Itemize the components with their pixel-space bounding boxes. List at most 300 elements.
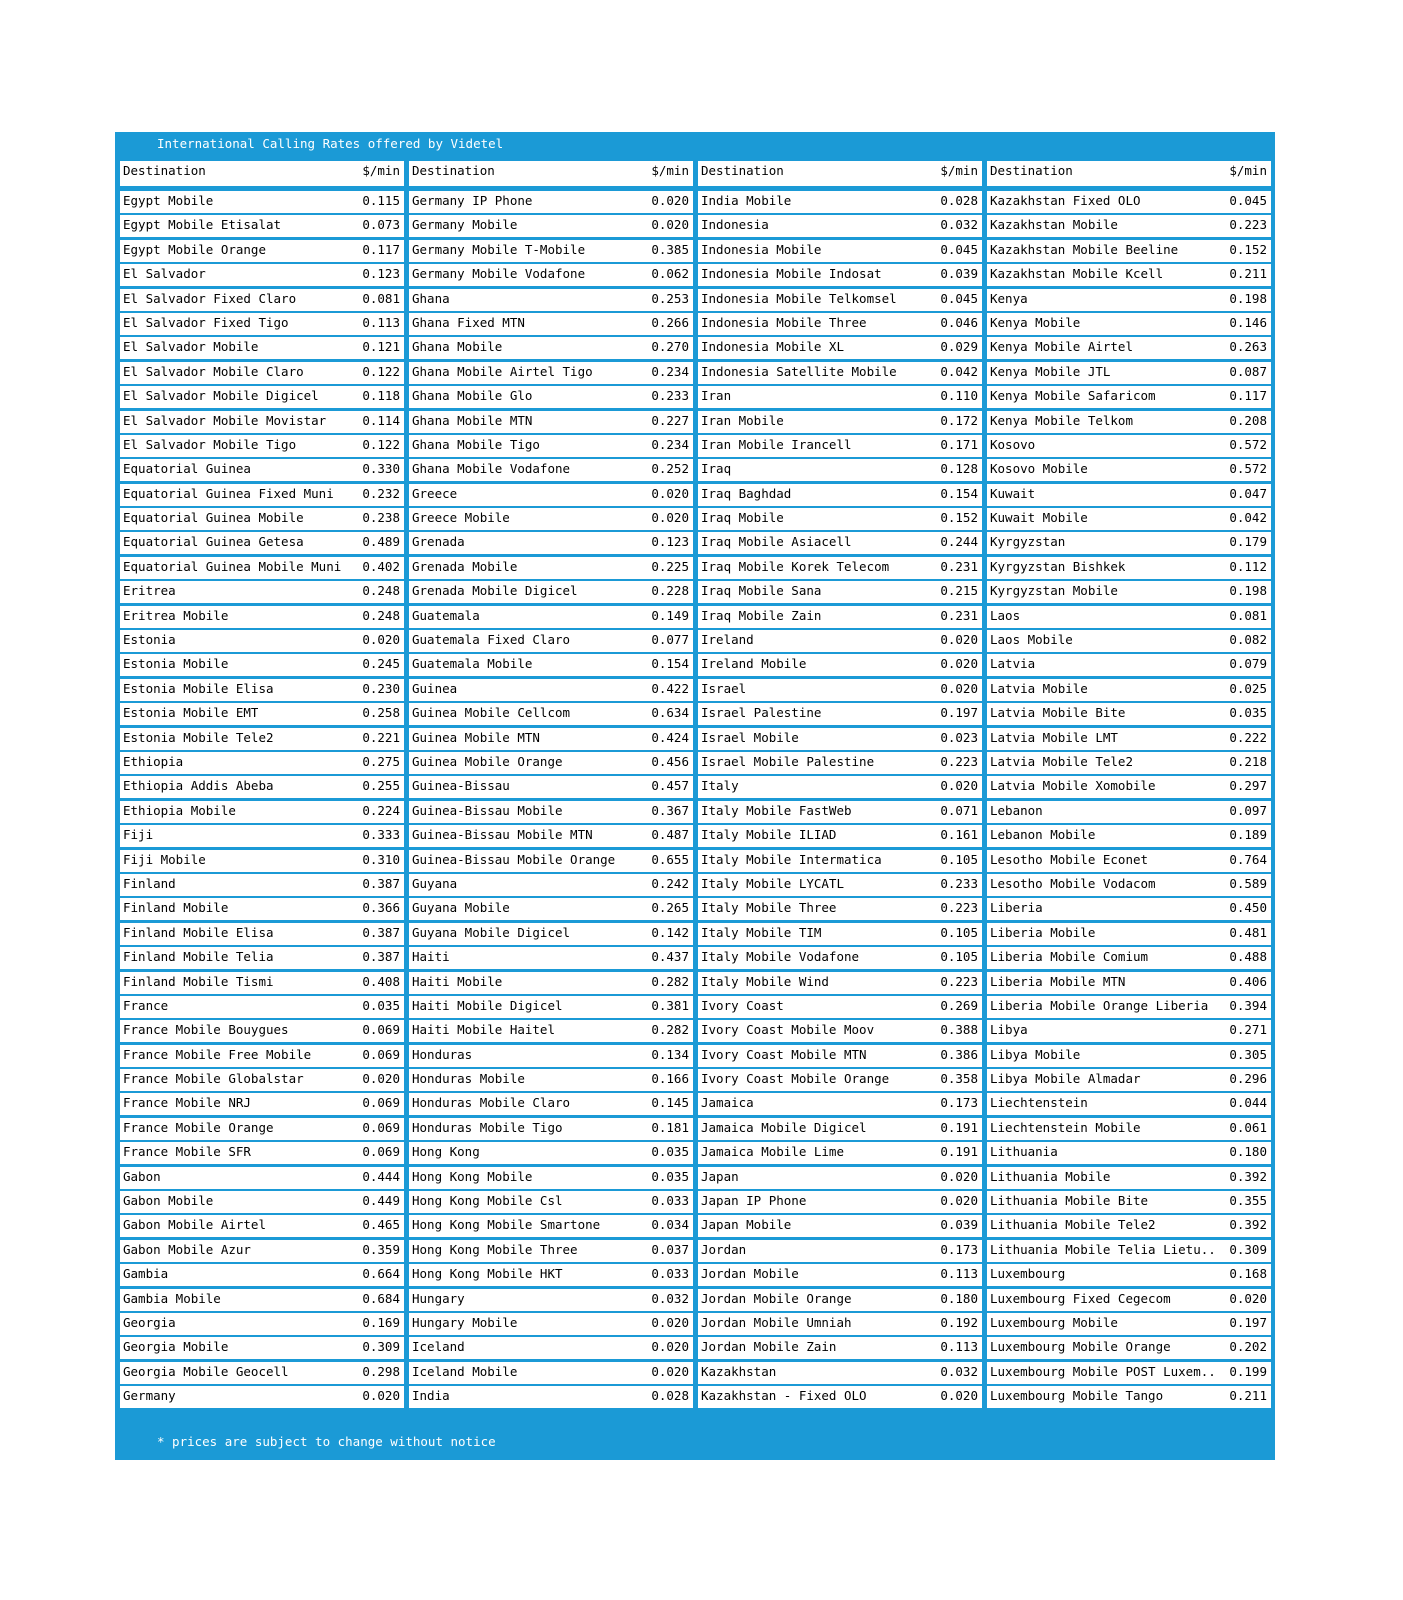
rate-cell: 0.481 bbox=[1229, 924, 1267, 940]
destination-cell: Ivory Coast Mobile Orange bbox=[701, 1071, 890, 1087]
table-row bbox=[409, 1240, 693, 1262]
destination-cell: Kazakhstan bbox=[701, 1363, 777, 1379]
rate-cell: 0.298 bbox=[362, 1363, 400, 1379]
rate-cell: 0.069 bbox=[362, 1095, 400, 1111]
rate-cell: 0.387 bbox=[362, 949, 400, 965]
destination-cell: Jamaica Mobile Lime bbox=[701, 1144, 844, 1160]
table-row bbox=[120, 630, 404, 652]
rate-cell: 0.032 bbox=[940, 1363, 978, 1379]
rate-cell: 0.394 bbox=[1229, 997, 1267, 1013]
destination-cell: Equatorial Guinea Mobile bbox=[123, 510, 304, 526]
rate-cell: 0.255 bbox=[362, 778, 400, 794]
destination-cell: Equatorial Guinea Fixed Muni bbox=[123, 485, 334, 501]
destination-cell: Grenada bbox=[412, 534, 465, 550]
destination-cell: Kenya Mobile Airtel bbox=[990, 339, 1133, 355]
rate-cell: 0.118 bbox=[362, 388, 400, 404]
table-row bbox=[409, 1191, 693, 1213]
table-row bbox=[409, 240, 693, 262]
rate-cell: 0.113 bbox=[940, 1339, 978, 1355]
table-row bbox=[698, 606, 982, 628]
destination-cell: Egypt Mobile bbox=[123, 193, 214, 208]
rate-cell: 0.244 bbox=[940, 534, 978, 550]
table-row bbox=[987, 630, 1271, 652]
rate-cell: 0.192 bbox=[940, 1314, 978, 1330]
destination-cell: Luxembourg Mobile Orange bbox=[990, 1339, 1171, 1355]
rate-cell: 0.114 bbox=[362, 412, 400, 428]
rate-cell: 0.117 bbox=[1229, 388, 1267, 404]
destination-cell: Iceland Mobile bbox=[412, 1363, 518, 1379]
table-row bbox=[120, 264, 404, 286]
rate-cell: 0.392 bbox=[1229, 1168, 1267, 1184]
table-row bbox=[409, 1142, 693, 1164]
footer-note-2: ** all rates are subject to 20% services fee bbox=[157, 1485, 489, 1500]
header-rate: $/min bbox=[940, 163, 978, 178]
table-row bbox=[120, 337, 404, 359]
destination-cell: Japan IP Phone bbox=[701, 1193, 807, 1209]
rate-cell: 0.367 bbox=[651, 802, 689, 818]
rate-cell: 0.245 bbox=[362, 656, 400, 672]
table-row bbox=[120, 386, 404, 408]
destination-cell: Guyana Mobile bbox=[412, 900, 510, 916]
destination-cell: Ghana Mobile Vodafone bbox=[412, 461, 571, 477]
rate-cell: 0.181 bbox=[651, 1119, 689, 1135]
table-row bbox=[120, 728, 404, 750]
rate-cell: 0.042 bbox=[940, 363, 978, 379]
rate-cell: 0.122 bbox=[362, 363, 400, 379]
rate-cell: 0.028 bbox=[940, 193, 978, 208]
rate-cell: 0.105 bbox=[940, 924, 978, 940]
destination-cell: Germany Mobile T-Mobile bbox=[412, 241, 586, 257]
destination-cell: Lithuania Mobile Bite bbox=[990, 1193, 1149, 1209]
rate-cell: 0.035 bbox=[1229, 705, 1267, 721]
rate-cell: 0.020 bbox=[362, 632, 400, 648]
table-row bbox=[120, 508, 404, 530]
destination-cell: Indonesia Mobile Indosat bbox=[701, 266, 882, 282]
table-row bbox=[987, 1045, 1271, 1067]
rate-cell: 0.489 bbox=[362, 534, 400, 550]
table-row bbox=[120, 996, 404, 1018]
rate-cell: 0.081 bbox=[1229, 607, 1267, 623]
table-row bbox=[409, 459, 693, 481]
table-row bbox=[409, 776, 693, 798]
destination-cell: Ethiopia bbox=[123, 753, 184, 769]
header-destination: Destination bbox=[412, 163, 495, 178]
table-row bbox=[698, 1118, 982, 1140]
destination-cell: Germany Mobile Vodafone bbox=[412, 266, 586, 282]
table-row bbox=[120, 581, 404, 603]
rate-cell: 0.115 bbox=[362, 193, 400, 208]
rate-cell: 0.033 bbox=[651, 1266, 689, 1282]
destination-cell: France Mobile Free Mobile bbox=[123, 1046, 312, 1062]
table-row bbox=[698, 1093, 982, 1115]
destination-cell: Kazakhstan Mobile Beeline bbox=[990, 241, 1179, 257]
destination-cell: Luxembourg Fixed Cegecom bbox=[990, 1290, 1171, 1306]
table-row bbox=[120, 1045, 404, 1067]
rate-cell: 0.180 bbox=[940, 1290, 978, 1306]
destination-cell: Egypt Mobile Orange bbox=[123, 241, 266, 257]
rate-cell: 0.172 bbox=[940, 412, 978, 428]
table-row bbox=[698, 435, 982, 457]
table-row bbox=[987, 1167, 1271, 1189]
destination-cell: Kyrgyzstan Bishkek bbox=[990, 558, 1126, 574]
rate-cell: 0.233 bbox=[651, 388, 689, 404]
table-row bbox=[120, 776, 404, 798]
table-row bbox=[698, 1337, 982, 1359]
table-row bbox=[698, 1045, 982, 1067]
rate-cell: 0.105 bbox=[940, 851, 978, 867]
table-row bbox=[409, 606, 693, 628]
table-row bbox=[120, 972, 404, 994]
rate-cell: 0.028 bbox=[651, 1388, 689, 1404]
destination-cell: Liechtenstein Mobile bbox=[990, 1119, 1141, 1135]
destination-cell: Kyrgyzstan bbox=[990, 534, 1066, 550]
destination-cell: France Mobile SFR bbox=[123, 1144, 251, 1160]
rate-cell: 0.087 bbox=[1229, 363, 1267, 379]
rate-cell: 0.154 bbox=[940, 485, 978, 501]
rate-cell: 0.020 bbox=[651, 510, 689, 526]
destination-cell: Guinea Mobile Cellcom bbox=[412, 705, 571, 721]
destination-cell: Gambia Mobile bbox=[123, 1290, 221, 1306]
destination-cell: Kazakhstan - Fixed OLO bbox=[701, 1388, 867, 1404]
rate-cell: 0.134 bbox=[651, 1046, 689, 1062]
rate-cell: 0.199 bbox=[1229, 1363, 1267, 1379]
destination-cell: Haiti Mobile Digicel bbox=[412, 997, 563, 1013]
table-row bbox=[698, 191, 982, 213]
table-row bbox=[698, 850, 982, 872]
destination-cell: Iraq Mobile Asiacell bbox=[701, 534, 852, 550]
table-row bbox=[698, 776, 982, 798]
rate-cell: 0.179 bbox=[1229, 534, 1267, 550]
rate-cell: 0.169 bbox=[362, 1314, 400, 1330]
rate-cell: 0.230 bbox=[362, 680, 400, 696]
table-row bbox=[987, 1240, 1271, 1262]
destination-cell: Georgia Mobile bbox=[123, 1339, 229, 1355]
destination-cell: Gabon bbox=[123, 1168, 161, 1184]
table-row bbox=[409, 289, 693, 311]
table-row bbox=[120, 459, 404, 481]
rate-cell: 0.123 bbox=[362, 266, 400, 282]
destination-cell: Gabon Mobile bbox=[123, 1193, 214, 1209]
destination-cell: Ghana Mobile MTN bbox=[412, 412, 533, 428]
rate-cell: 0.197 bbox=[1229, 1314, 1267, 1330]
rate-cell: 0.275 bbox=[362, 753, 400, 769]
table-row bbox=[698, 1215, 982, 1237]
rate-cell: 0.684 bbox=[362, 1290, 400, 1306]
destination-cell: Indonesia Mobile Three bbox=[701, 314, 867, 330]
table-row bbox=[987, 411, 1271, 433]
rate-cell: 0.392 bbox=[1229, 1217, 1267, 1233]
table-row bbox=[409, 386, 693, 408]
destination-cell: Finland Mobile bbox=[123, 900, 229, 916]
destination-cell: Finland Mobile Telia bbox=[123, 949, 274, 965]
destination-cell: Kazakhstan Fixed OLO bbox=[990, 193, 1141, 208]
table-row bbox=[409, 654, 693, 676]
rate-cell: 0.061 bbox=[1229, 1119, 1267, 1135]
rate-cell: 0.664 bbox=[362, 1266, 400, 1282]
destination-cell: Kyrgyzstan Mobile bbox=[990, 583, 1118, 599]
destination-cell: Ireland Mobile bbox=[701, 656, 807, 672]
destination-cell: Grenada Mobile bbox=[412, 558, 518, 574]
destination-cell: Hong Kong Mobile bbox=[412, 1168, 533, 1184]
rate-cell: 0.225 bbox=[651, 558, 689, 574]
destination-cell: Indonesia Mobile bbox=[701, 241, 822, 257]
destination-cell: El Salvador Fixed Tigo bbox=[123, 314, 289, 330]
table-row bbox=[698, 874, 982, 896]
table-row bbox=[120, 191, 404, 213]
table-row bbox=[987, 289, 1271, 311]
destination-cell: Ivory Coast Mobile Moov bbox=[701, 1022, 875, 1038]
table-row bbox=[409, 337, 693, 359]
rate-column-4 bbox=[987, 161, 1271, 1408]
rate-cell: 0.222 bbox=[1229, 729, 1267, 745]
destination-cell: Guatemala bbox=[412, 607, 480, 623]
table-row bbox=[120, 435, 404, 457]
destination-cell: El Salvador bbox=[123, 266, 206, 282]
destination-cell: India bbox=[412, 1388, 450, 1404]
rate-cell: 0.252 bbox=[651, 461, 689, 477]
table-row bbox=[698, 996, 982, 1018]
table-row bbox=[987, 898, 1271, 920]
table-row bbox=[120, 1069, 404, 1091]
rate-cell: 0.161 bbox=[940, 827, 978, 843]
table-row bbox=[698, 459, 982, 481]
rate-cell: 0.128 bbox=[940, 461, 978, 477]
rate-cell: 0.265 bbox=[651, 900, 689, 916]
table-row bbox=[987, 1191, 1271, 1213]
table-row bbox=[409, 1362, 693, 1384]
table-row bbox=[698, 703, 982, 725]
table-row bbox=[409, 1093, 693, 1115]
rate-cell: 0.145 bbox=[651, 1095, 689, 1111]
table-row bbox=[409, 581, 693, 603]
rate-cell: 0.269 bbox=[940, 997, 978, 1013]
table-row bbox=[409, 801, 693, 823]
rate-cell: 0.020 bbox=[651, 485, 689, 501]
table-row bbox=[987, 947, 1271, 969]
table-row bbox=[120, 606, 404, 628]
destination-cell: Egypt Mobile Etisalat bbox=[123, 217, 282, 233]
destination-cell: Hungary bbox=[412, 1290, 465, 1306]
destination-cell: Ivory Coast Mobile MTN bbox=[701, 1046, 867, 1062]
destination-cell: Iran bbox=[701, 388, 732, 404]
destination-cell: Indonesia bbox=[701, 217, 769, 233]
destination-cell: Grenada Mobile Digicel bbox=[412, 583, 578, 599]
table-row bbox=[120, 1142, 404, 1164]
table-row bbox=[409, 1045, 693, 1067]
rate-cell: 0.198 bbox=[1229, 290, 1267, 306]
destination-cell: Guatemala Mobile bbox=[412, 656, 533, 672]
destination-cell: Iran Mobile bbox=[701, 412, 784, 428]
destination-cell: Haiti bbox=[412, 949, 450, 965]
rate-cell: 0.282 bbox=[651, 973, 689, 989]
rate-cell: 0.020 bbox=[651, 1314, 689, 1330]
rate-cell: 0.449 bbox=[362, 1193, 400, 1209]
table-row bbox=[120, 532, 404, 554]
table-row bbox=[987, 240, 1271, 262]
table-row bbox=[698, 1142, 982, 1164]
destination-cell: Latvia bbox=[990, 656, 1036, 672]
rate-cell: 0.020 bbox=[940, 632, 978, 648]
rate-cell: 0.154 bbox=[651, 656, 689, 672]
rate-cell: 0.123 bbox=[651, 534, 689, 550]
destination-cell: Ethiopia Mobile bbox=[123, 802, 236, 818]
table-row bbox=[409, 752, 693, 774]
destination-cell: Ghana Mobile Airtel Tigo bbox=[412, 363, 593, 379]
rate-cell: 0.035 bbox=[651, 1144, 689, 1160]
rate-cell: 0.069 bbox=[362, 1144, 400, 1160]
rate-cell: 0.450 bbox=[1229, 900, 1267, 916]
destination-cell: Guinea-Bissau Mobile bbox=[412, 802, 563, 818]
table-row bbox=[698, 923, 982, 945]
table-row bbox=[409, 1118, 693, 1140]
footer-notes bbox=[157, 1399, 496, 1535]
rate-cell: 0.248 bbox=[362, 607, 400, 623]
destination-cell: Jordan Mobile Orange bbox=[701, 1290, 852, 1306]
table-row bbox=[120, 1093, 404, 1115]
table-row bbox=[120, 411, 404, 433]
destination-cell: Italy Mobile TIM bbox=[701, 924, 822, 940]
rate-cell: 0.465 bbox=[362, 1217, 400, 1233]
table-row bbox=[409, 947, 693, 969]
table-row bbox=[409, 435, 693, 457]
table-row bbox=[987, 484, 1271, 506]
table-row bbox=[409, 1069, 693, 1091]
destination-cell: El Salvador Mobile Tigo bbox=[123, 436, 297, 452]
table-row bbox=[987, 386, 1271, 408]
destination-cell: Honduras Mobile Claro bbox=[412, 1095, 571, 1111]
destination-cell: Honduras bbox=[412, 1046, 473, 1062]
column-header bbox=[987, 161, 1271, 186]
table-row bbox=[987, 1362, 1271, 1384]
table-row bbox=[698, 1167, 982, 1189]
destination-cell: Eritrea Mobile bbox=[123, 607, 229, 623]
destination-cell: Fiji Mobile bbox=[123, 851, 206, 867]
header-destination: Destination bbox=[701, 163, 784, 178]
destination-cell: Estonia bbox=[123, 632, 176, 648]
rate-cell: 0.020 bbox=[940, 1388, 978, 1404]
destination-cell: Germany bbox=[123, 1388, 176, 1404]
destination-cell: Iraq bbox=[701, 461, 732, 477]
destination-cell: Kenya bbox=[990, 290, 1028, 306]
destination-cell: Georgia bbox=[123, 1314, 176, 1330]
table-row bbox=[409, 874, 693, 896]
rate-cell: 0.764 bbox=[1229, 851, 1267, 867]
table-row bbox=[698, 947, 982, 969]
destination-cell: El Salvador Mobile Movistar bbox=[123, 412, 327, 428]
table-row bbox=[698, 313, 982, 335]
rate-cell: 0.234 bbox=[651, 363, 689, 379]
table-row bbox=[987, 703, 1271, 725]
table-row bbox=[987, 776, 1271, 798]
rate-cell: 0.069 bbox=[362, 1119, 400, 1135]
destination-cell: Guinea-Bissau bbox=[412, 778, 510, 794]
destination-cell: Jordan Mobile Umniah bbox=[701, 1314, 852, 1330]
destination-cell: Guinea bbox=[412, 680, 458, 696]
destination-cell: Iraq Mobile Sana bbox=[701, 583, 822, 599]
rate-cell: 0.122 bbox=[362, 436, 400, 452]
rate-cell: 0.253 bbox=[651, 290, 689, 306]
destination-cell: Ghana Mobile Glo bbox=[412, 388, 533, 404]
table-row bbox=[987, 313, 1271, 335]
destination-cell: Kazakhstan Mobile bbox=[990, 217, 1118, 233]
table-row bbox=[409, 557, 693, 579]
destination-cell: India Mobile bbox=[701, 193, 792, 208]
table-row bbox=[698, 825, 982, 847]
table-row bbox=[987, 435, 1271, 457]
table-row bbox=[120, 801, 404, 823]
destination-cell: Luxembourg Mobile POST Luxem.. bbox=[990, 1363, 1216, 1379]
table-row bbox=[698, 1289, 982, 1311]
destination-cell: Italy Mobile Vodafone bbox=[701, 949, 860, 965]
destination-cell: Jamaica Mobile Digicel bbox=[701, 1119, 867, 1135]
table-row bbox=[120, 557, 404, 579]
table-row bbox=[987, 1289, 1271, 1311]
destination-cell: Laos bbox=[990, 607, 1021, 623]
rate-cell: 0.191 bbox=[940, 1119, 978, 1135]
rate-cell: 0.402 bbox=[362, 558, 400, 574]
destination-cell: Iceland bbox=[412, 1339, 465, 1355]
destination-cell: Jordan Mobile bbox=[701, 1266, 799, 1282]
table-row bbox=[409, 362, 693, 384]
rate-cell: 0.223 bbox=[940, 900, 978, 916]
destination-cell: Kenya Mobile Telkom bbox=[990, 412, 1133, 428]
rate-cell: 0.045 bbox=[940, 241, 978, 257]
destination-cell: Estonia Mobile EMT bbox=[123, 705, 259, 721]
rate-cell: 0.032 bbox=[651, 1290, 689, 1306]
table-row bbox=[409, 972, 693, 994]
table-row bbox=[987, 1020, 1271, 1042]
rate-cell: 0.457 bbox=[651, 778, 689, 794]
destination-cell: Guinea-Bissau Mobile MTN bbox=[412, 827, 593, 843]
rate-cell: 0.456 bbox=[651, 753, 689, 769]
table-row bbox=[120, 1289, 404, 1311]
destination-cell: Italy Mobile Three bbox=[701, 900, 837, 916]
destination-cell: Guinea Mobile Orange bbox=[412, 753, 563, 769]
rate-cell: 0.297 bbox=[1229, 778, 1267, 794]
rate-cell: 0.282 bbox=[651, 1022, 689, 1038]
rate-cell: 0.079 bbox=[1229, 656, 1267, 672]
rate-cell: 0.020 bbox=[651, 1363, 689, 1379]
rate-cell: 0.387 bbox=[362, 875, 400, 891]
destination-cell: El Salvador Mobile bbox=[123, 339, 259, 355]
rates-sheet bbox=[115, 132, 1275, 1500]
destination-cell: Georgia Mobile Geocell bbox=[123, 1363, 289, 1379]
destination-cell: Liberia Mobile Comium bbox=[990, 949, 1149, 965]
destination-cell: Israel bbox=[701, 680, 747, 696]
destination-cell: Greece Mobile bbox=[412, 510, 510, 526]
table-row bbox=[409, 1020, 693, 1042]
rate-cell: 0.045 bbox=[1229, 193, 1267, 208]
destination-cell: Israel Palestine bbox=[701, 705, 822, 721]
table-row bbox=[987, 972, 1271, 994]
rate-cell: 0.572 bbox=[1229, 436, 1267, 452]
destination-cell: Luxembourg Mobile Tango bbox=[990, 1388, 1164, 1404]
table-row bbox=[409, 1289, 693, 1311]
destination-cell: Japan bbox=[701, 1168, 739, 1184]
table-row bbox=[409, 508, 693, 530]
rate-cell: 0.242 bbox=[651, 875, 689, 891]
rate-cell: 0.033 bbox=[651, 1193, 689, 1209]
destination-cell: Libya bbox=[990, 1022, 1028, 1038]
destination-cell: Hong Kong Mobile Csl bbox=[412, 1193, 563, 1209]
table-row bbox=[987, 996, 1271, 1018]
destination-cell: Kosovo bbox=[990, 436, 1036, 452]
table-row bbox=[698, 1240, 982, 1262]
table-row bbox=[987, 1337, 1271, 1359]
table-row bbox=[409, 825, 693, 847]
rate-cell: 0.224 bbox=[362, 802, 400, 818]
destination-cell: Italy Mobile Wind bbox=[701, 973, 829, 989]
